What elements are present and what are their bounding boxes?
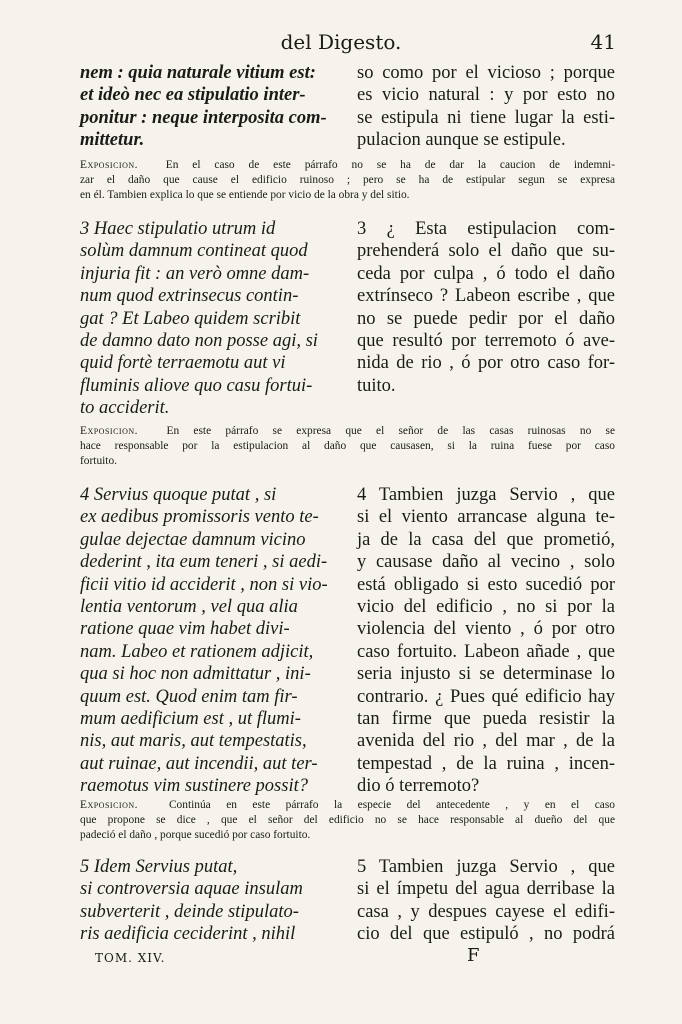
spanish-line: no se puede pedir por el daño bbox=[357, 308, 615, 329]
spanish-line: dio ó terremoto? bbox=[357, 776, 480, 797]
spanish-line: tan firme que pueda resistir la bbox=[357, 709, 615, 730]
spanish-line: ja de la casa del que prometió, bbox=[357, 529, 615, 550]
exposition-line: En este párrafo se expresa que el señor de las casas ruinosas no se bbox=[166, 425, 616, 437]
spanish-line: tempestad , de la ruina , incen- bbox=[357, 753, 615, 774]
latin-line: si controversia aquae insulam bbox=[80, 879, 303, 900]
spanish-column bbox=[357, 218, 615, 420]
latin-column bbox=[80, 484, 345, 798]
latin-line: de damno dato non posse agi, si bbox=[80, 331, 318, 352]
latin-line: lentia ventorum , vel qua alia bbox=[80, 597, 298, 618]
spanish-line: se estipula ni tiene lugar la esti- bbox=[357, 107, 615, 128]
latin-line: aut ruinae, aut incendii, aut ter- bbox=[80, 753, 318, 774]
latin-line: solùm damnum contineat quod bbox=[80, 241, 308, 262]
spanish-line: y causase daño al vecino , solo bbox=[357, 552, 615, 573]
spanish-line: so como por el vicioso ; porque bbox=[357, 63, 615, 83]
spanish-line: avenida del rio , del mar , de la bbox=[357, 731, 615, 752]
exposition-line: que propone se dice , que el señor del edificio no se hace responsable al dueño del que bbox=[80, 814, 615, 826]
spanish-line: pulacion aunque se estipule. bbox=[357, 130, 566, 151]
spanish-column bbox=[357, 62, 615, 152]
latin-line: fluminis aliove quo casu fortui- bbox=[80, 375, 313, 396]
exposition-line: En el caso de este párrafo no se ha de dar la caucion de indemni- bbox=[165, 159, 615, 171]
latin-line: nam. Labeo et rationem adjicit, bbox=[80, 641, 314, 662]
paragraph-block-3 bbox=[80, 218, 615, 420]
latin-line: gat ? Et Labeo quidem scribit bbox=[80, 308, 301, 329]
latin-line: et ideò nec ea stipulatio inter- bbox=[80, 85, 306, 106]
latin-line: 4 Servius quoque putat , si bbox=[80, 485, 277, 505]
spanish-line: violencia del viento , ó por otro bbox=[357, 619, 615, 640]
latin-line: quum est. Quod enim tam fir- bbox=[80, 686, 298, 707]
exposition-line: padeció el daño , porque sucedió por caso fortuito. bbox=[80, 829, 311, 841]
latin-line: dederint , ita eum teneri , si aedi- bbox=[80, 552, 328, 573]
exposition-line: zar el daño que cause el edificio ruinoso ; pero se ha de estipular segun se expresa bbox=[80, 174, 615, 186]
spanish-line: casa , y despues cayese el edifi- bbox=[357, 901, 615, 922]
paragraph-block-5 bbox=[80, 856, 615, 946]
latin-line: injuria fit : an verò omne dam- bbox=[80, 263, 310, 284]
exposition-line: en él. Tambien explica lo que se entiende por vicio de la obra y del sitio. bbox=[80, 189, 410, 201]
exposition-label: Exposicion. bbox=[80, 799, 138, 811]
latin-line: ris aedificia ceciderint , nihil bbox=[80, 924, 296, 945]
exposition-line: fortuito. bbox=[80, 455, 118, 467]
spanish-line: prehenderá solo el daño que su- bbox=[357, 241, 615, 262]
latin-line: ex aedibus promissoris vento te- bbox=[80, 507, 319, 528]
spanish-line: extrínseco ? Labeon escribe , que bbox=[357, 286, 615, 307]
volume-signature: TOM. XIV. bbox=[95, 951, 166, 965]
exposition-note-1 bbox=[80, 158, 615, 203]
spanish-line: 5 Tambien juzga Servio , que bbox=[357, 857, 615, 877]
latin-line: raemotus vim sustinere possit? bbox=[80, 776, 308, 797]
running-title: del Digesto. bbox=[280, 30, 402, 54]
latin-line: nis, aut maris, aut tempestatis, bbox=[80, 731, 307, 752]
exposition-note-4 bbox=[80, 798, 615, 843]
spanish-line: caso fortuito. Labeon añade , que bbox=[357, 641, 615, 662]
spanish-line: que resultó por terremoto ó ave- bbox=[357, 331, 615, 352]
spanish-line: nida de rio , ó por otro caso for- bbox=[357, 353, 615, 374]
latin-line: num quod extrinsecus contin- bbox=[80, 286, 299, 307]
latin-line: 3 Haec stipulatio utrum id bbox=[80, 219, 276, 239]
exposition-note-3 bbox=[80, 424, 615, 469]
exposition-label: Exposicion. bbox=[80, 425, 138, 437]
latin-line: 5 Idem Servius putat, bbox=[80, 857, 238, 877]
page-number: 41 bbox=[590, 30, 616, 54]
spanish-line: 3 ¿ Esta estipulacion com- bbox=[357, 219, 615, 239]
spanish-column bbox=[357, 484, 615, 798]
latin-line: mittetur. bbox=[80, 130, 145, 151]
latin-line: to acciderit. bbox=[80, 398, 170, 419]
spanish-line: seria injusto si se determinase lo bbox=[357, 664, 615, 685]
latin-column bbox=[80, 218, 345, 420]
latin-line: mum aedificium est , ut flumi- bbox=[80, 709, 301, 730]
page-header bbox=[0, 22, 682, 56]
latin-column bbox=[80, 856, 345, 946]
spanish-column bbox=[357, 856, 615, 946]
spanish-line: si el viento arrancase alguna te- bbox=[357, 507, 615, 528]
spanish-line: ceda por culpa , ó todo el daño bbox=[357, 263, 615, 284]
latin-line: ratione quae vim habet divi- bbox=[80, 619, 290, 640]
paragraph-block-4 bbox=[80, 484, 615, 798]
spanish-line: si el ímpetu del agua derribase la bbox=[357, 879, 615, 900]
latin-line: qua si hoc non admittatur , ini- bbox=[80, 664, 311, 685]
spanish-line: cio del que estipuló , no podrá bbox=[357, 924, 615, 945]
paragraph-block-1 bbox=[80, 62, 615, 152]
latin-line: nem : quia naturale vitium est: bbox=[80, 63, 316, 83]
latin-line: ponitur : neque interposita com- bbox=[80, 107, 327, 128]
spanish-line: está obligado si esto sucedió por bbox=[357, 574, 615, 595]
spanish-line: es vicio natural : y por esto no bbox=[357, 85, 615, 106]
gathering-signature: F bbox=[467, 945, 480, 966]
latin-line: gulae dejectae damnum vicino bbox=[80, 529, 306, 550]
page-footer bbox=[95, 945, 602, 973]
spanish-line: 4 Tambien juzga Servio , que bbox=[357, 485, 615, 505]
exposition-line: hace responsable por la estipulacion al daño que causasen, si la ruina fuese por caso bbox=[80, 440, 615, 452]
spanish-line: contrario. ¿ Pues qué edificio hay bbox=[357, 686, 615, 707]
latin-column bbox=[80, 62, 345, 152]
exposition-label: Exposicion. bbox=[80, 159, 138, 171]
latin-line: subverterit , deinde stipulato- bbox=[80, 901, 299, 922]
spanish-line: vicio del edificio , no si por la bbox=[357, 597, 615, 618]
exposition-line: Continúa en este párrafo la especie del antecedente , y en el caso bbox=[168, 799, 615, 811]
spanish-line: tuito. bbox=[357, 375, 396, 396]
latin-line: quid fortè terraemotu aut vi bbox=[80, 353, 286, 374]
latin-line: ficii vitio id acciderit , non si vio- bbox=[80, 574, 328, 595]
